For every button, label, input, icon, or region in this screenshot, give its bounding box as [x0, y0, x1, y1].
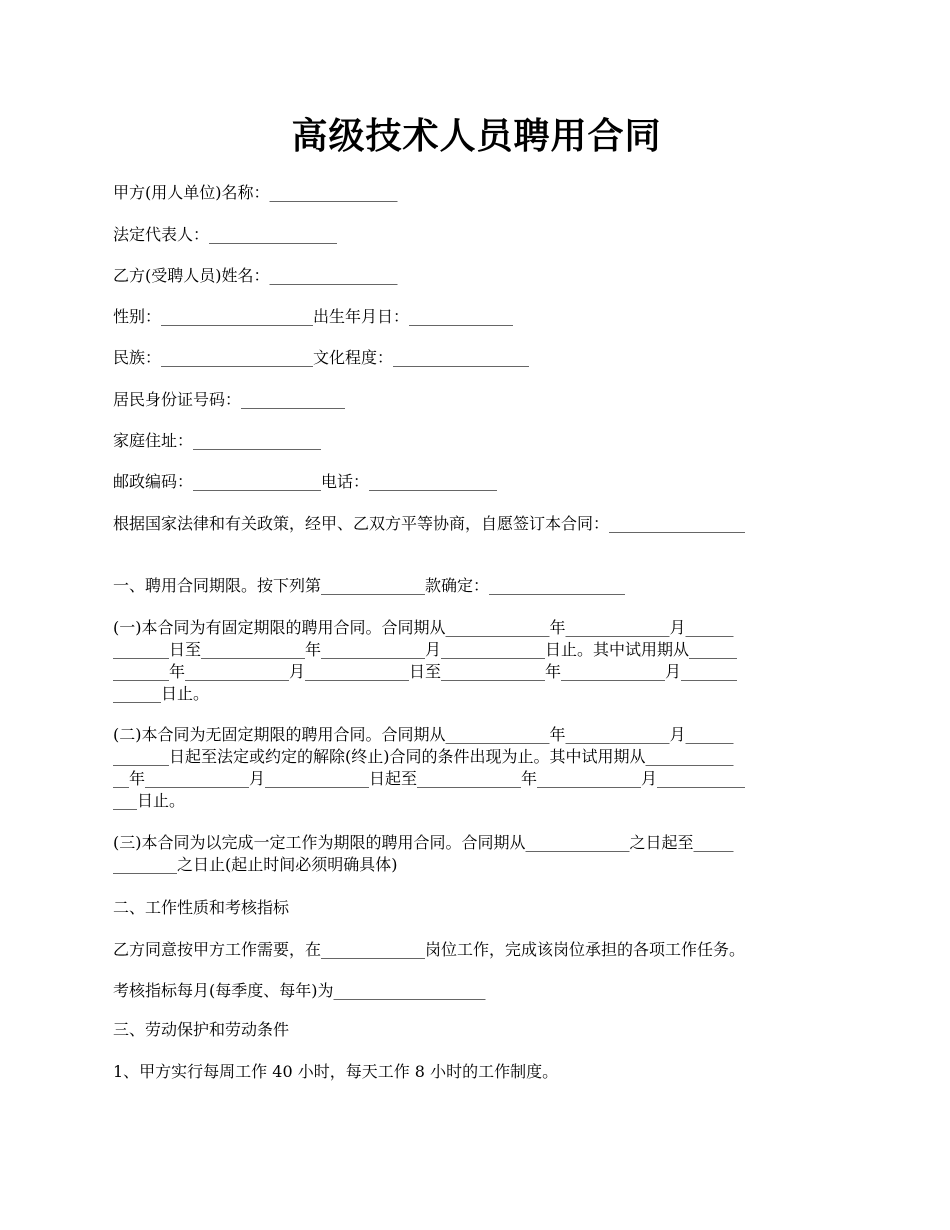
section1-item2-line4: ___日止。: [113, 791, 186, 810]
section3-heading: 三、劳动保护和劳动条件: [113, 1020, 290, 1039]
ethnicity-education-line: 民族：___________________文化程度：_________________: [113, 348, 530, 367]
section1-item3-line1: (三)本合同为以完成一定工作为期限的聘用合同。合同期从_____________之日起至_____: [113, 833, 734, 852]
section2-heading: 二、工作性质和考核指标: [113, 898, 290, 917]
section1-item3-line2: ________之日止(起止时间必须明确具体): [113, 855, 398, 874]
section1-item1-line2: _______日至_____________年_____________月_____________日止。其中试用期从______: [113, 640, 738, 659]
id-number-line: 居民身份证号码：_____________: [113, 390, 346, 409]
section2-paragraph2: 考核指标每月(每季度、每年)为___________________: [113, 981, 486, 1000]
section1-heading: 一、聘用合同期限。按下列第_____________款确定：_________________: [113, 576, 626, 595]
section2-paragraph1: 乙方同意按甲方工作需要，在_____________岗位工作，完成该岗位承担的各项工作任务。: [113, 940, 746, 959]
section1-item2-line2: _______日起至法定或约定的解除(终止)合同的条件出现为止。其中试用期从___________: [113, 747, 734, 766]
section1-item1-line4: ______日止。: [113, 684, 210, 703]
section1-item2-line3: __年_____________月_____________日起至_____________年_____________月___________: [113, 769, 746, 788]
section1-item1-line3: _______年_____________月_____________日至_____________年_____________月_______: [113, 662, 738, 681]
employer-name-line: 甲方(用人单位)名称：________________: [113, 183, 398, 202]
gender-birth-line: 性别：___________________出生年月日：_____________: [113, 307, 514, 326]
section1-item1-line1: (一)本合同为有固定期限的聘用合同。合同期从_____________年_____________月______: [113, 618, 734, 637]
document-title: 高级技术人员聘用合同: [291, 115, 662, 157]
section1-item2-line1: (二)本合同为无固定期限的聘用合同。合同期从_____________年_____________月______: [113, 725, 734, 744]
postal-phone-line: 邮政编码：________________电话：________________: [113, 472, 498, 491]
legal-rep-line: 法定代表人：________________: [113, 225, 338, 244]
address-line: 家庭住址：________________: [113, 431, 322, 450]
intro-paragraph: 根据国家法律和有关政策，经甲、乙双方平等协商，自愿签订本合同：_________________: [113, 514, 746, 533]
section3-paragraph1: 1、甲方实行每周工作 40 小时，每天工作 8 小时的工作制度。: [113, 1062, 559, 1081]
employee-name-line: 乙方(受聘人员)姓名：________________: [113, 266, 398, 285]
